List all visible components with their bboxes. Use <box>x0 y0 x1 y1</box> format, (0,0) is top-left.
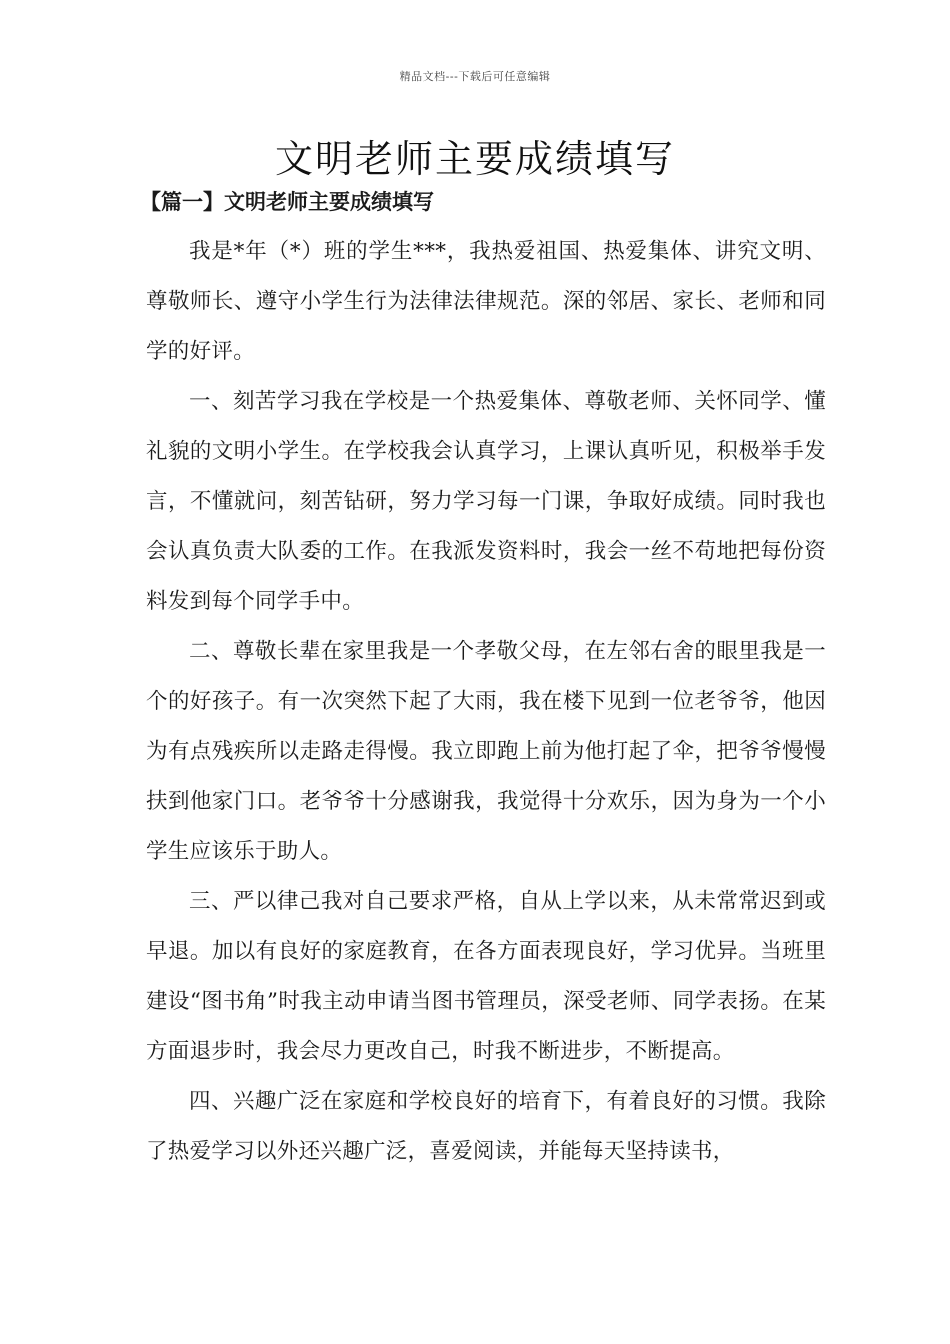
page-title: 文明老师主要成绩填写 <box>274 137 675 181</box>
paragraph: 我是*年（*）班的学生***，我热爱祖国、热爱集体、讲究文明、尊敬师长、遵守小学生行为法律法律规范。深的邻居、家长、老师和同学的好评。 <box>146 239 826 364</box>
paragraph: 三、严以律己我对自己要求严格，自从上学以来，从未常常迟到或早退。加以有良好的家庭教育，在各方面表现良好，学习优异。当班里建设“图书角”时我主动申请当图书管理员，深受老师、同学表扬。在某方面退步时，我会尽力更改自己，时我不断进步，不断提高。 <box>146 889 826 1064</box>
paragraph: 四、兴趣广泛在家庭和学校良好的培育下，有着良好的习惯。我除了热爱学习以外还兴趣广泛，喜爱阅读，并能每天坚持读书， <box>146 1089 826 1164</box>
section-heading: 【篇一】文明老师主要成绩填写 <box>140 189 434 214</box>
paragraph: 一、刻苦学习我在学校是一个热爱集体、尊敬老师、关怀同学、懂礼貌的文明小学生。在学校我会认真学习，上课认真听见，积极举手发言，不懂就问，刻苦钻研，努力学习每一门课，争取好成绩。同时我也会认真负责大队委的工作。在我派发资料时，我会一丝不苟地把每份资料发到每个同学手中。 <box>146 389 826 614</box>
header-note: 精品文档---下载后可任意编辑 <box>399 70 551 83</box>
body-text <box>146 227 826 1177</box>
paragraph: 二、尊敬长辈在家里我是一个孝敬父母，在左邻右舍的眼里我是一个的好孩子。有一次突然下起了大雨，我在楼下见到一位老爷爷，他因为有点残疾所以走路走得慢。我立即跑上前为他打起了伞，把爷爷慢慢扶到他家门口。老爷爷十分感谢我，我觉得十分欢乐，因为身为一个小学生应该乐于助人。 <box>146 639 826 864</box>
